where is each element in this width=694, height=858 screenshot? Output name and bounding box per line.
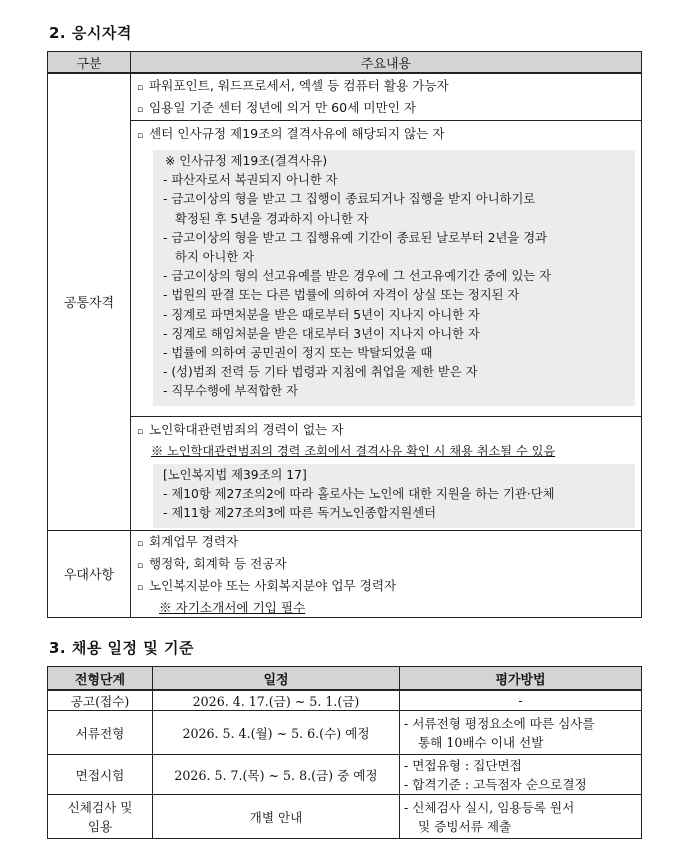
header-schedule: 일정 <box>153 667 400 691</box>
table-row <box>48 795 642 839</box>
section-2-title: 2. 응시자격 <box>49 24 132 42</box>
bullet-icon: ▫ <box>136 105 144 115</box>
bullet-icon: ▫ <box>136 560 144 571</box>
method-cell <box>400 711 642 755</box>
method-cell <box>400 795 642 839</box>
common-block-1 <box>131 73 642 121</box>
sub-item: - (성)범죄 전력 등 기타 법령과 지침에 취업을 제한 받은 자 <box>163 365 478 380</box>
sub-item: - 금고이상의 형을 받고 그 집행이 종료되거나 집행을 받지 아니하기로 <box>163 192 536 207</box>
preference-block <box>131 530 642 617</box>
common-block-2 <box>131 121 642 417</box>
disqualification-box <box>153 150 635 406</box>
stage-line: 신체검사 및 <box>67 799 133 815</box>
table-row <box>48 755 642 795</box>
sub-item: - 직무수행에 부적합한 자 <box>163 384 298 399</box>
method-line: - 신체검사 실시, 임용등록 원서 <box>404 799 575 815</box>
table-row <box>48 690 642 711</box>
method-cell <box>400 755 642 795</box>
stage-cell: 서류전형 <box>48 711 153 755</box>
schedule-cell: 개별 안내 <box>153 795 400 839</box>
eligibility-table <box>47 51 642 618</box>
method-cell: - <box>400 690 642 711</box>
preference-label: 우대사항 <box>48 530 131 617</box>
list-item: ▫ 센터 인사규정 제19조의 결격사유에 해당되지 않는 자 <box>131 124 641 146</box>
stage-cell: 공고(접수) <box>48 690 153 711</box>
method-line: 통해 10배수 이내 선발 <box>418 734 544 750</box>
common-qualification-label: 공통자격 <box>48 73 131 530</box>
list-item: ▫ 임용일 기준 센터 정년에 의거 만 60세 미만인 자 <box>131 98 641 120</box>
bullet-icon: ▫ <box>136 427 144 437</box>
method-line: - 서류전형 평정요소에 따른 심사를 <box>404 715 595 731</box>
stage-line: 임용 <box>87 818 113 834</box>
self-intro-note: ※ 자기소개서에 기입 필수 <box>159 599 306 615</box>
section-3-title: 3. 채용 일정 및 기준 <box>49 639 194 657</box>
schedule-table <box>47 666 642 839</box>
stage-cell <box>48 795 153 839</box>
sub-item: - 제10항 제27조의2에 따라 홀로사는 노인에 대한 지원을 하는 기관·단체 <box>163 487 555 502</box>
sub-item: - 법률에 의하여 공민권이 정지 또는 박탈되었을 때 <box>163 346 433 361</box>
method-line: - 합격기준 : 고득점자 순으로결정 <box>404 776 587 792</box>
sub-item: - 제11항 제27조의3에 따른 독거노인종합지원센터 <box>163 506 437 521</box>
sub-item: - 금고이상의 형의 선고유예를 받은 경우에 그 선고유예기간 중에 있는 자 <box>163 269 552 284</box>
schedule-cell: 2026. 5. 7.(목) ~ 5. 8.(금) 중 예정 <box>153 755 400 795</box>
list-item: ▫ 파워포인트, 워드프로세서, 엑셀 등 컴퓨터 활용 가능자 <box>131 76 641 98</box>
sub-item: 하지 아니한 자 <box>175 250 255 265</box>
sub-item: - 금고이상의 형을 받고 그 집행유예 기간이 종료된 날로부터 2년을 경과 <box>163 230 547 245</box>
bullet-icon: ▫ <box>136 538 144 549</box>
list-item: ▫ 노인복지분야 또는 사회복지분야 업무 경력자 <box>131 576 641 598</box>
method-line: - 면접유형 : 집단면접 <box>404 757 522 773</box>
sub-item: - 징계로 해임처분을 받은 대로부터 3년이 지나지 아니한 자 <box>163 326 480 341</box>
header-stage: 전형단계 <box>48 667 153 691</box>
sub-item: - 파산자로서 복권되지 아니한 자 <box>163 173 338 188</box>
bullet-icon: ▫ <box>136 83 144 93</box>
sub-title: ※ 인사규정 제19조(결격사유) <box>165 154 328 168</box>
list-item: ▫ 노인학대관련범죄의 경력이 없는 자 <box>131 420 641 442</box>
header-content: 주요내용 <box>131 52 642 74</box>
sub-item: 확정된 후 5년을 경과하지 아니한 자 <box>175 211 369 226</box>
list-item: ▫ 회계업무 경력자 <box>131 532 641 554</box>
sub-item: - 법원의 판결 또는 다른 법률에 의하여 자격이 상실 또는 정지된 자 <box>163 288 520 303</box>
stage-cell: 면접시험 <box>48 755 153 795</box>
schedule-cell: 2026. 4. 17.(금) ~ 5. 1.(금) <box>153 690 400 711</box>
background-check-note: ※ 노인학대관련범죄의 경력 조회에서 결격사유 확인 시 채용 취소될 수 있음 <box>151 444 556 458</box>
elder-welfare-law-box <box>153 464 635 528</box>
bullet-icon: ▫ <box>136 582 144 593</box>
header-category: 구분 <box>48 52 131 74</box>
header-method: 평가방법 <box>400 667 642 691</box>
list-item: ▫ 행정학, 회계학 등 전공자 <box>131 554 641 576</box>
bullet-icon: ▫ <box>136 131 144 141</box>
schedule-cell: 2026. 5. 4.(월) ~ 5. 6.(수) 예정 <box>153 711 400 755</box>
common-block-3 <box>131 417 642 531</box>
method-line: 및 증빙서류 제출 <box>418 818 512 834</box>
table-row <box>48 711 642 755</box>
sub-title: [노인복지법 제39조의 17] <box>163 468 307 482</box>
sub-item: - 징계로 파면처분을 받은 때로부터 5년이 지나지 아니한 자 <box>163 307 480 322</box>
